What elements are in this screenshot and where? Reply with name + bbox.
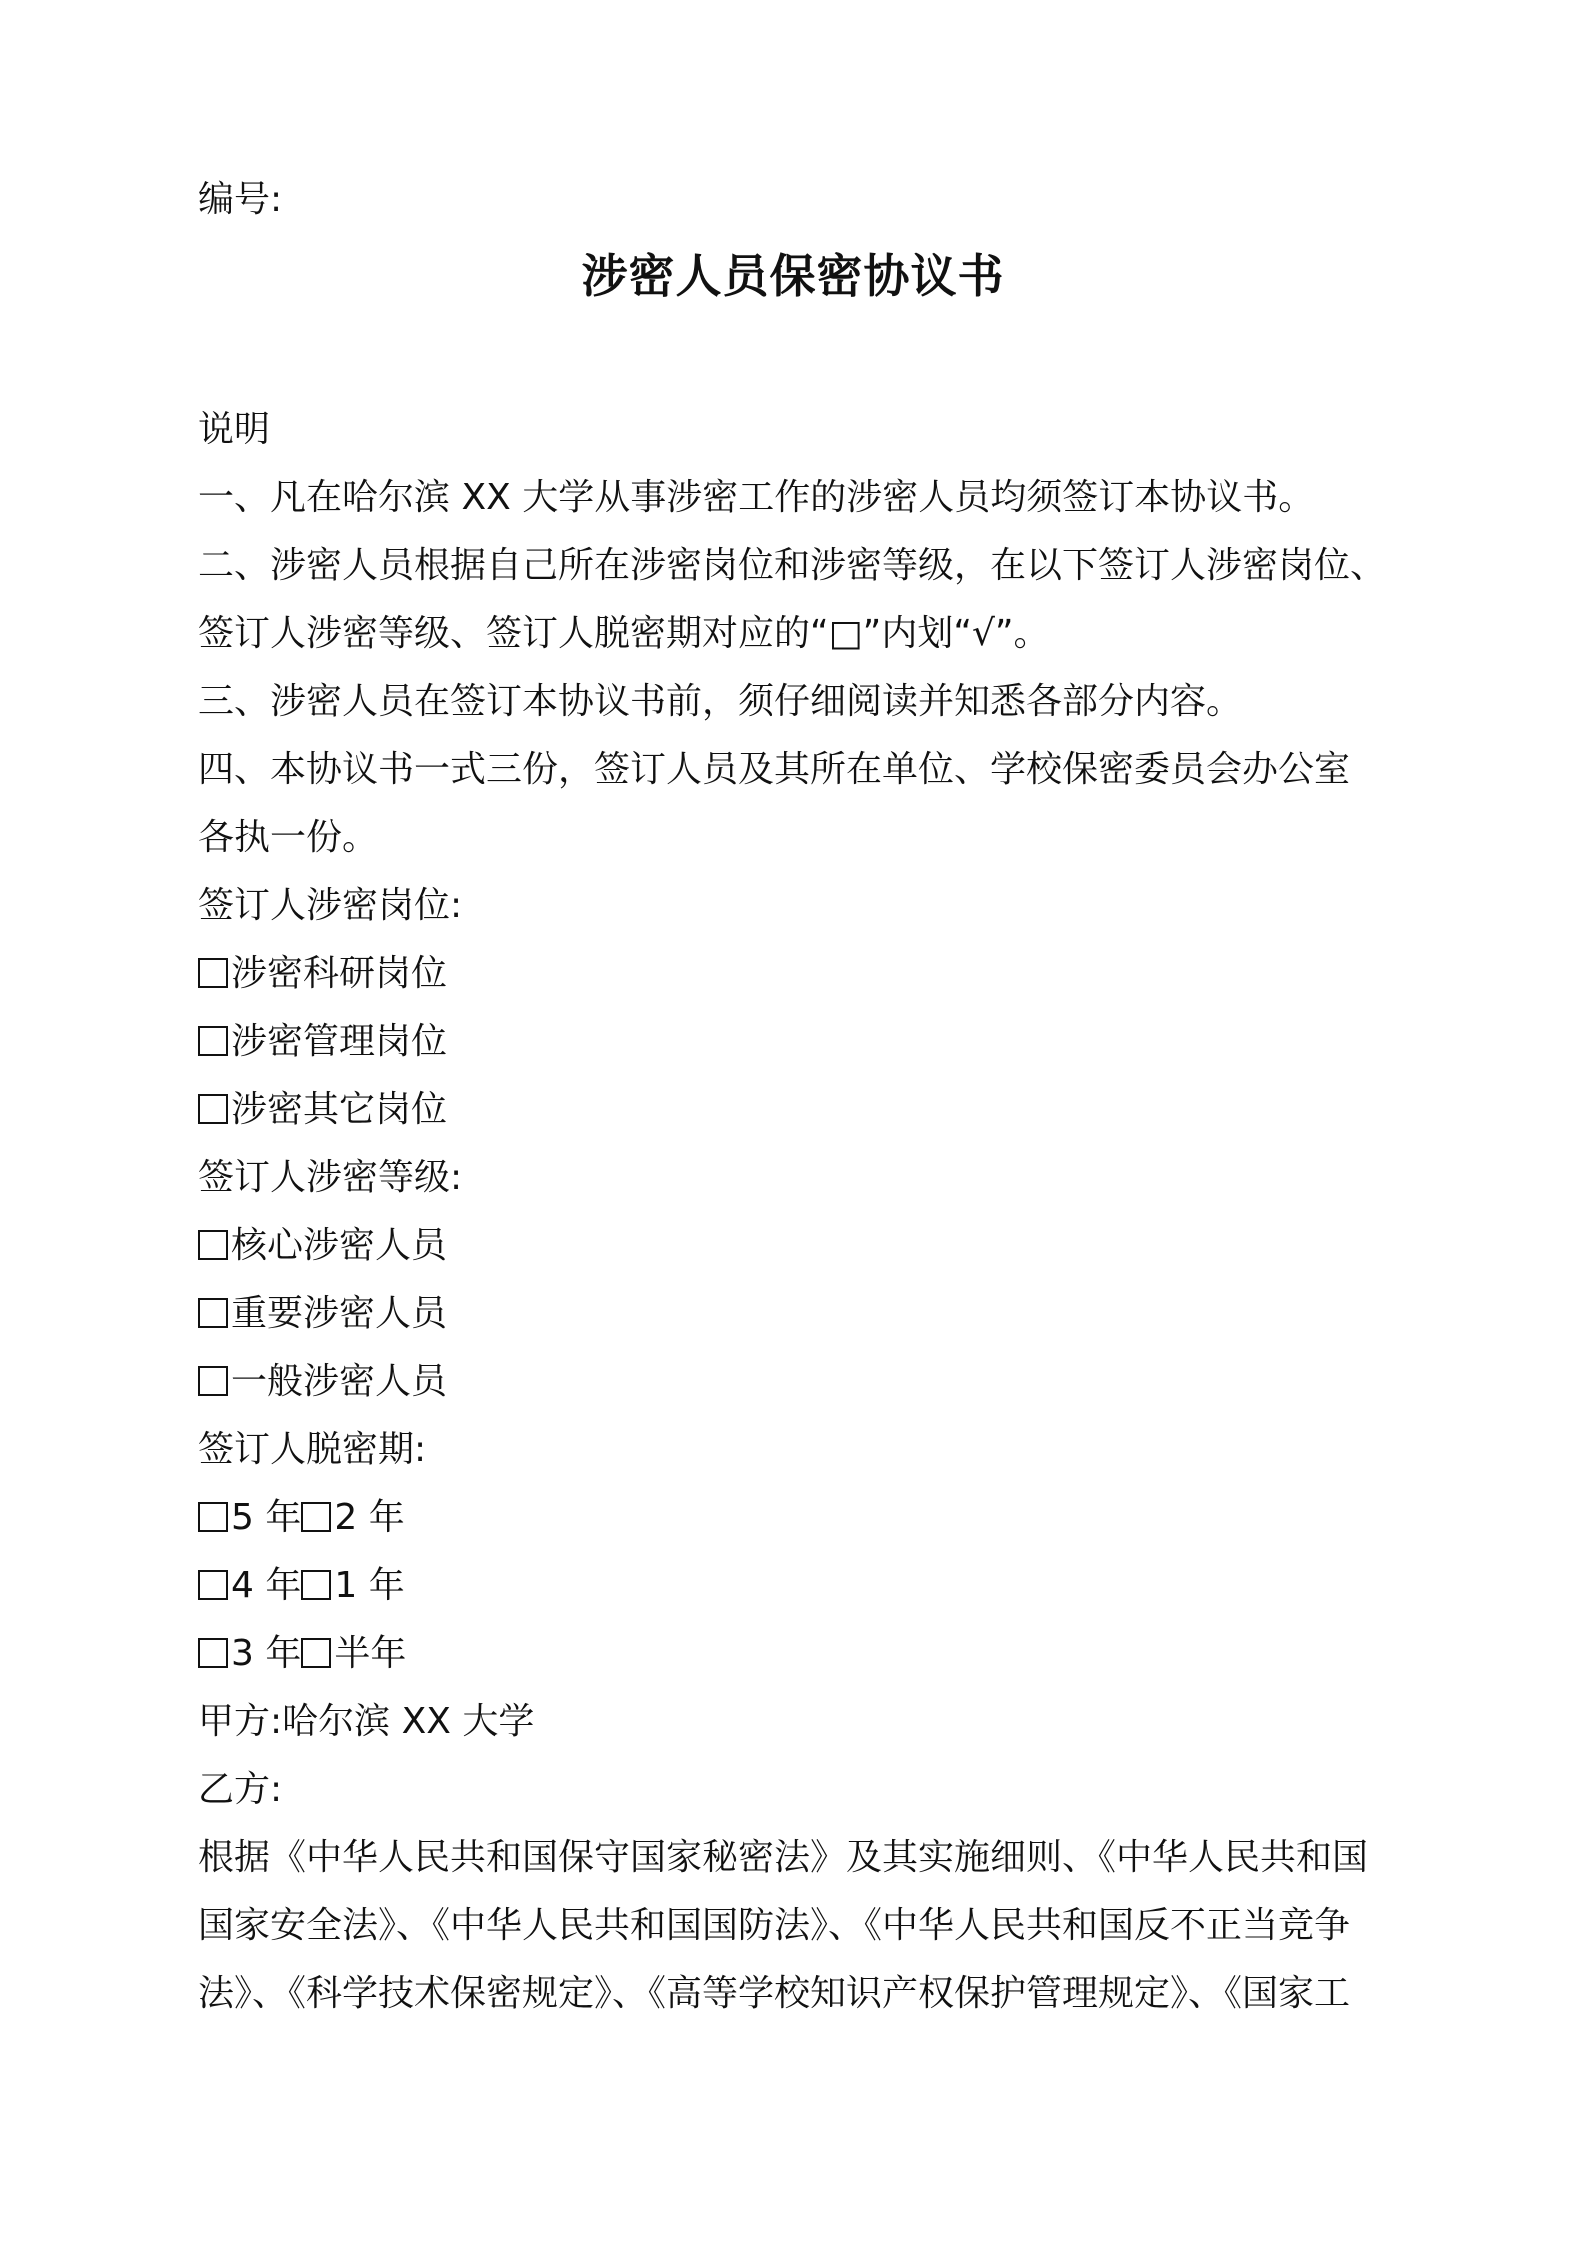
instruction-line: 二、涉密人员根据自己所在涉密岗位和涉密等级，在以下签订人涉密岗位、 <box>198 545 1387 586</box>
option-label: 半年 <box>334 1633 407 1674</box>
party-a: 甲方:哈尔滨 XX 大学 <box>198 1701 535 1742</box>
checkbox[interactable] <box>301 1570 331 1600</box>
option-label: 一般涉密人员 <box>231 1361 448 1402</box>
checkbox[interactable] <box>198 1502 228 1532</box>
post-option[interactable] <box>198 1008 1438 1076</box>
document-body <box>198 396 1438 2028</box>
period-option-row <box>198 1620 1438 1688</box>
basis-paragraph-line: 法》、《科学技术保密规定》、《高等学校知识产权保护管理规定》、《国家工 <box>198 1973 1351 2014</box>
option-label: 2 年 <box>334 1497 405 1538</box>
post-section-label: 签订人涉密岗位: <box>198 885 463 926</box>
checkbox[interactable] <box>198 1026 228 1056</box>
post-option[interactable] <box>198 1076 1438 1144</box>
instruction-line: 三、涉密人员在签订本协议书前，须仔细阅读并知悉各部分内容。 <box>198 681 1243 722</box>
option-label: 涉密其它岗位 <box>231 1089 448 1130</box>
checkbox[interactable] <box>301 1638 331 1668</box>
level-section-label: 签订人涉密等级: <box>198 1157 463 1198</box>
checkbox[interactable] <box>198 1230 228 1260</box>
option-label: 1 年 <box>334 1565 405 1606</box>
option-label: 4 年 <box>231 1565 302 1606</box>
option-label: 涉密管理岗位 <box>231 1021 448 1062</box>
option-label: 涉密科研岗位 <box>231 953 448 994</box>
post-option[interactable] <box>198 940 1438 1008</box>
option-label: 3 年 <box>231 1633 302 1674</box>
serial-number-label: 编号: <box>198 179 283 220</box>
period-section-label: 签订人脱密期: <box>198 1429 427 1470</box>
option-label: 核心涉密人员 <box>231 1225 448 1266</box>
option-label: 重要涉密人员 <box>231 1293 448 1334</box>
period-option-row <box>198 1484 1438 1552</box>
period-option-row <box>198 1552 1438 1620</box>
basis-paragraph-line: 根据《中华人民共和国保守国家秘密法》及其实施细则、《中华人民共和国 <box>198 1837 1369 1878</box>
document-title: 涉密人员保密协议书 <box>581 249 1005 303</box>
party-b: 乙方: <box>198 1769 283 1810</box>
basis-paragraph-line: 国家安全法》、《中华人民共和国国防法》、《中华人民共和国反不正当竞争 <box>198 1905 1351 1946</box>
instruction-line: 一、凡在哈尔滨 XX 大学从事涉密工作的涉密人员均须签订本协议书。 <box>198 477 1315 518</box>
checkbox[interactable] <box>198 1638 228 1668</box>
checkbox[interactable] <box>198 1570 228 1600</box>
instruction-line: 四、本协议书一式三份，签订人员及其所在单位、学校保密委员会办公室 <box>198 749 1351 790</box>
checkbox[interactable] <box>198 1094 228 1124</box>
instructions-heading: 说明 <box>198 409 271 450</box>
option-label: 5 年 <box>231 1497 302 1538</box>
level-option[interactable] <box>198 1348 1438 1416</box>
checkbox[interactable] <box>198 958 228 988</box>
level-option[interactable] <box>198 1280 1438 1348</box>
level-option[interactable] <box>198 1212 1438 1280</box>
checkbox[interactable] <box>198 1366 228 1396</box>
checkbox[interactable] <box>198 1298 228 1328</box>
checkbox[interactable] <box>301 1502 331 1532</box>
instruction-line: 各执一份。 <box>198 817 379 858</box>
instruction-line: 签订人涉密等级、签订人脱密期对应的“□”内划“√”。 <box>198 613 1050 654</box>
